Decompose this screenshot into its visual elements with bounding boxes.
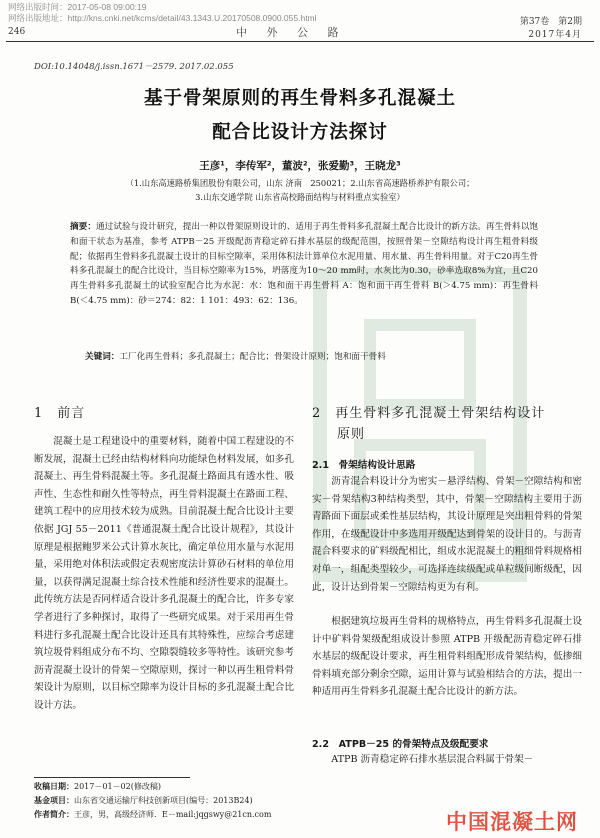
section-2-heading: 2 再生骨料多孔混凝土骨架结构设计 <box>312 406 546 421</box>
keywords <box>85 350 540 364</box>
volume-issue: 第37卷 第2期 <box>519 17 582 27</box>
keywords-text: 工厂化再生骨料；多孔混凝土；配合比；骨架设计原则；饱和面干骨料 <box>119 352 386 362</box>
online-publish-url[interactable]: 网络出版地址：http://kns.cnki.net/kcms/detail/43.1343.U.20170508.0900.055.html <box>8 13 317 23</box>
abstract <box>70 220 538 309</box>
abstract-label: 摘要： <box>70 222 97 232</box>
keywords-label: 关键词： <box>85 352 120 362</box>
fund-value: 山东省交通运输厅科技创新项目(编号：2013B24) <box>74 796 253 805</box>
section-2-heading-cont: 原则 <box>337 427 366 442</box>
abstract-text: 通过试验与设计研究，提出一种以骨架原则设计的、适用于再生骨料多孔混凝土配合比设计的新方法。再生骨料以饱和面干状态为基准，参考 ATPB－25 开级配沥青稳定碎石排水基层的级配范围，按照骨架－空隙结构设计再生粗骨料级配；依据再生骨料多孔混凝土设计的目标空隙率，采用体积法计算单位水泥用量、用水量、再生骨料用量。对于C20再生骨料多孔混凝土的配合比设计，当目标空隙率为15%，坍落度为10～20 mm时，水灰比为0.30，砂率选取8%为宜，且C20再生骨料多孔混凝土的试验室配合比为水泥：水：饱和面干再生骨料 A：饱和面干再生骨料 B(＞4.75 mm)：再生骨料 B(＜4.75 mm)：砂＝274：82：1 101：493：62：136。 <box>70 222 538 306</box>
journal-name: 中 外 公 路 <box>236 26 347 39</box>
subsection-2-1-paragraph-1: 沥青混合料设计分为密实－悬浮结构、骨架－空隙结构和密实－骨架结构3种结构类型，其中，骨架－空隙结构主要用于沥青路面下面层或柔性基层结构，其设计原理是突出粗骨料的骨架作用，在级配设计中多选用开级配达到骨架的设计目的。与沥青混合料要求的矿料级配相比，组成水泥混凝土的粗细骨料规格相对单一，组配类型较少，可选择连续级配或单粒级间断级配，因此，设计达到骨架－空隙结构更为有利。 <box>312 476 582 593</box>
author-bio <box>34 808 271 821</box>
author-bio-value: 王彦，男，高级经济师．E－mail:jqgswy@21cn.com <box>74 810 272 819</box>
affiliation-line-1: （1.山东高速路桥集团股份有限公司，山东 济南 250021；2.山东省高速路桥养护有限公司； <box>125 178 475 188</box>
fund-info <box>34 794 253 807</box>
subsection-2-2-paragraph: ATPB 沥青稳定碎石排水基层混合料属于骨架－ <box>331 754 534 765</box>
subsection-2-2-heading: 2.2 ATPB－25 的骨架特点及级配要求 <box>312 739 489 750</box>
issue-date: 2017年4月 <box>528 30 582 40</box>
header-rule <box>6 41 594 42</box>
subsection-2-1-heading: 2.1 骨架结构设计思路 <box>312 460 416 471</box>
fund-label: 基金项目： <box>34 796 74 805</box>
section-1-heading: 1 前言 <box>34 406 86 421</box>
doi: DOI:10.14048/j.issn.1671－2579. 2017.02.055 <box>34 62 234 72</box>
page-number: 246 <box>8 27 26 37</box>
subsection-2-1-paragraph-2: 根据建筑垃圾再生骨料的规格特点，再生骨料多孔混凝土设计中矿料骨架级配组成设计参照 ATPB 开级配沥青稳定碎石排水基层的级配设计要求，再生粗骨料组配形成骨架结构，低掺细骨料填充部分剩余空隙，运用计算与试验相结合的方法，提出一种适用再生骨料多孔混凝土配合比设计的新方法。 <box>312 616 582 698</box>
site-watermark: 中国混凝土网 <box>446 810 578 834</box>
section-1-paragraph: 混凝土是工程建设中的重要材料，随着中国工程建设的不断发展，混凝土已经由结构材料向功能绿色材料发展，如多孔混凝土、再生骨料混凝土等。多孔混凝土路面具有透水性、吸声性、生态性和耐久性等特点，再生骨料混凝土在路面工程、建筑工程中的应用技术较为成熟。目前混凝土配合比设计主要依据 JGJ 55－2011《普通混凝土配合比设计规程》，其设计原理是根据鲍罗米公式计算水灰比，确定单位用水量与水泥用量，采用绝对体积法或假定表观密度法计算砂石材料的单位用量，以获得满足混凝土综合技术性能和经济性要求的混凝土。此传统方法是否同样适合设计多孔混凝土的配合比，许多专家学者进行了多种探讨，取得了一些研究成果。对于采用再生骨料进行多孔混凝土配合比设计还具有其特殊性，应综合考虑建筑垃圾骨料组成分布不均、空隙裂缝较多等特性。该研究参考沥青混凝土设计的骨架－空隙原则，探讨一种以再生粗骨料骨架设计为原则，以目标空隙率为设计目标的多孔混凝土配合比设计方法。 <box>34 436 294 711</box>
received-date <box>34 780 161 793</box>
paper-title-line-1: 基于骨架原则的再生骨料多孔混凝土 <box>143 88 456 109</box>
received-label: 收稿日期： <box>34 782 74 791</box>
author-bio-label: 作者简介： <box>34 810 74 819</box>
affiliation-line-2: 3.山东交通学院 山东省高校路面结构与材料重点实验室） <box>195 192 405 202</box>
received-value: 2017－01－02(修改稿) <box>74 782 161 791</box>
paper-title-line-2: 配合比设计方法探讨 <box>212 122 388 143</box>
footnote-rule <box>34 777 190 778</box>
online-publish-time: 网络出版时间：2017-05-08 09:00:19 <box>8 2 147 12</box>
authors: 王彦¹，李传军²，董波²，张爱勤³，王晓龙³ <box>199 160 401 172</box>
